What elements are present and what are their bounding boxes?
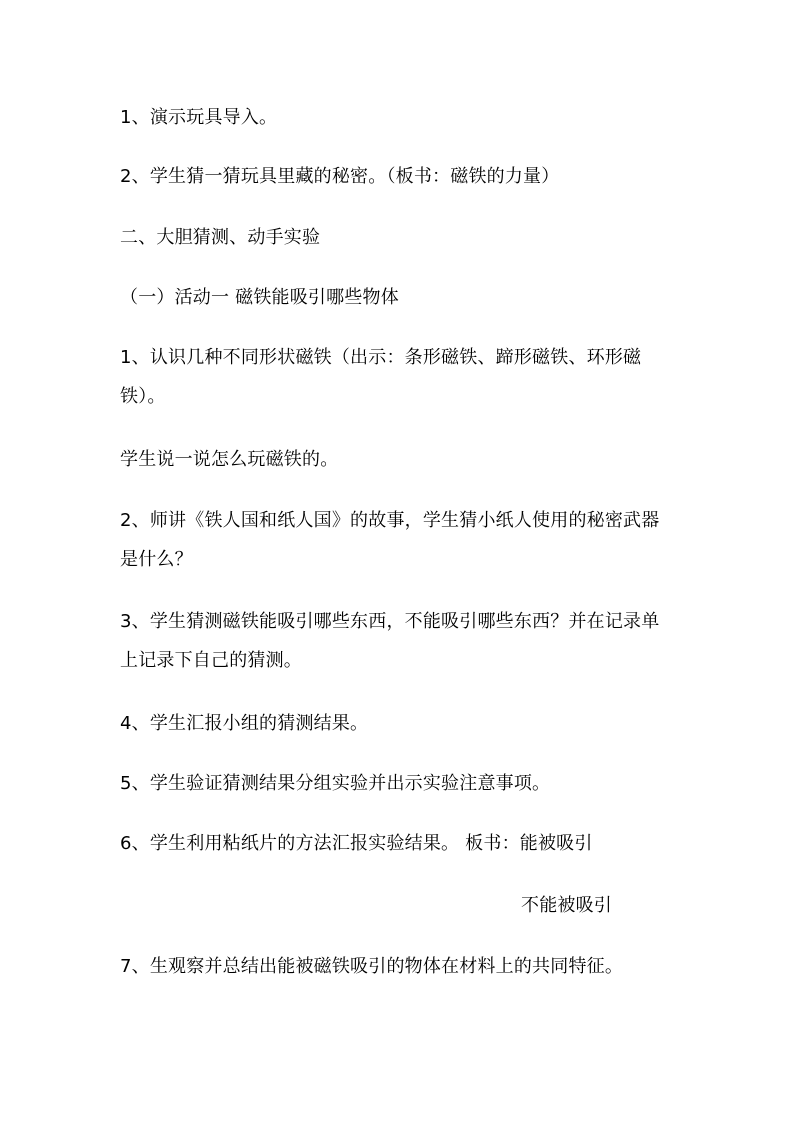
activity-step-6: 6、学生利用粘纸片的方法汇报实验结果。 板书：能被吸引 xyxy=(120,833,593,854)
activity-step-1-line-1: 1、认识几种不同形状磁铁（出示：条形磁铁、蹄形磁铁、环形磁 xyxy=(120,347,642,368)
activity-step-3-line-1: 3、学生猜测磁铁能吸引哪些东西，不能吸引哪些东西？并在记录单 xyxy=(120,611,660,632)
activity-step-5: 5、学生验证猜测结果分组实验并出示实验注意事项。 xyxy=(120,773,551,794)
board-note-cannot-attract: 不能被吸引 xyxy=(521,895,612,916)
section-heading-experiment: 二、大胆猜测、动手实验 xyxy=(120,227,321,248)
activity-step-2-line-1: 2、师讲《铁人国和纸人国》的故事，学生猜小纸人使用的秘密武器 xyxy=(120,510,660,531)
activity-1-heading: （一）活动一 磁铁能吸引哪些物体 xyxy=(120,287,399,308)
activity-step-4: 4、学生汇报小组的猜测结果。 xyxy=(120,713,369,734)
activity-step-3-line-2: 上记录下自己的猜测。 xyxy=(120,650,302,671)
step-2-guess-secret: 2、学生猜一猜玩具里藏的秘密。（板书：磁铁的力量） xyxy=(120,166,560,187)
activity-step-2-line-2: 是什么？ xyxy=(120,549,193,570)
activity-step-1-line-2: 铁）。 xyxy=(120,386,166,407)
students-play-magnets: 学生说一说怎么玩磁铁的。 xyxy=(120,449,339,470)
activity-step-7: 7、生观察并总结出能被磁铁吸引的物体在材料上的共同特征。 xyxy=(120,956,624,977)
step-1-demo-toy: 1、演示玩具导入。 xyxy=(120,107,278,128)
